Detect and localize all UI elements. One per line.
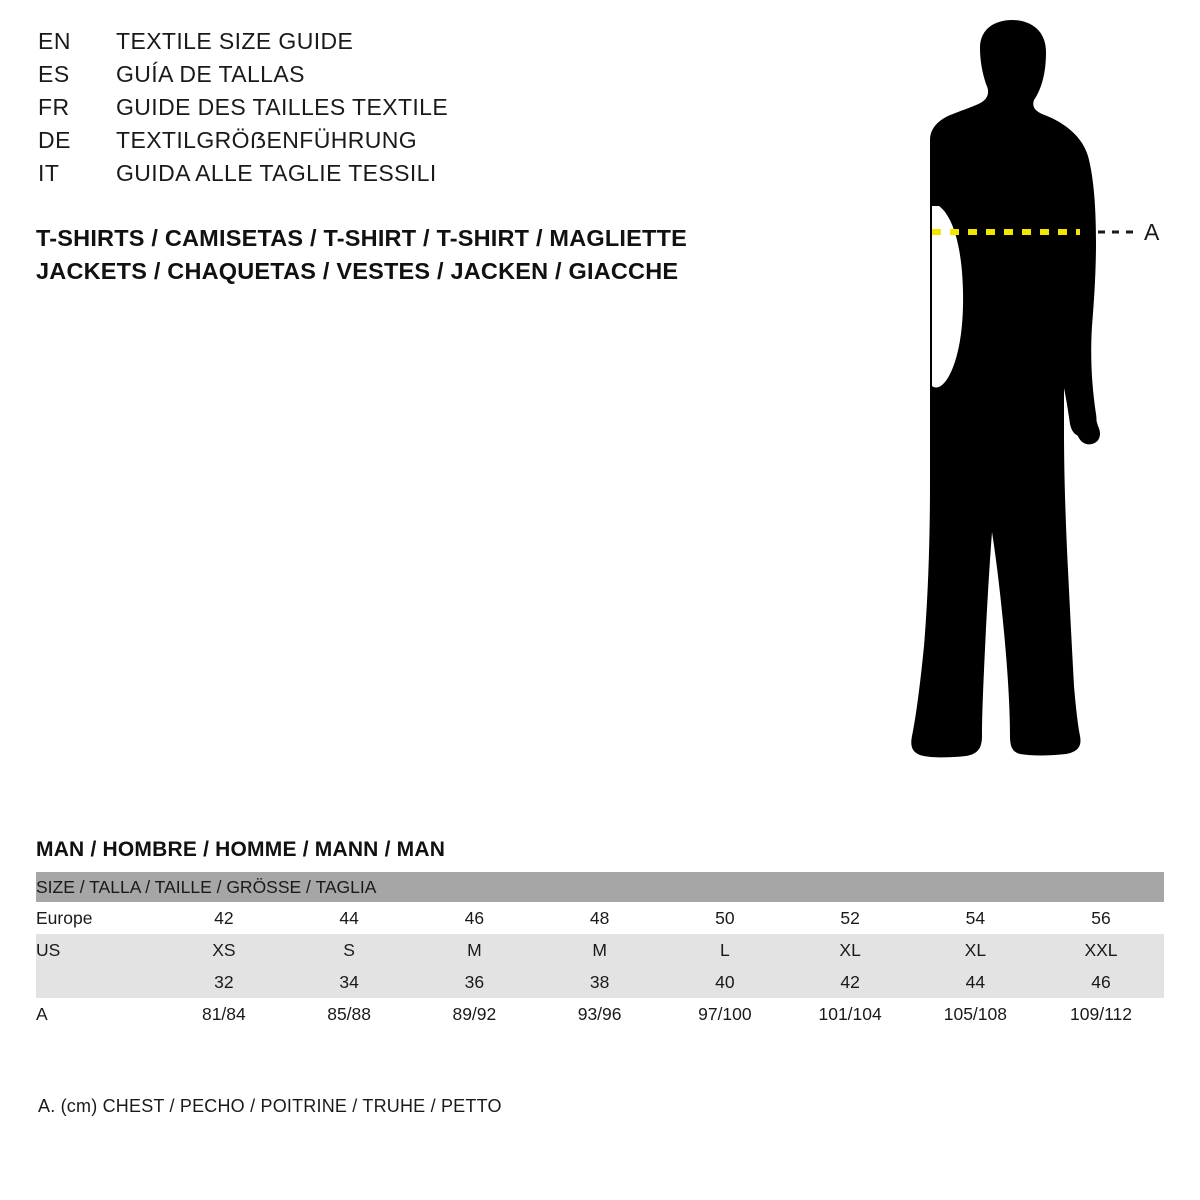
language-title: GUÍA DE TALLAS — [116, 61, 305, 87]
row-label — [36, 966, 161, 998]
cell-value: 89/92 — [412, 998, 537, 1030]
row-label: Europe — [36, 902, 161, 934]
cell-value: 81/84 — [161, 998, 286, 1030]
category-tshirts: T-SHIRTS / CAMISETAS / T-SHIRT / T-SHIRT / MAGLIETTE — [36, 225, 687, 251]
cell-value: 50 — [662, 902, 787, 934]
language-code: EN — [38, 28, 71, 54]
cell-value: 34 — [287, 966, 412, 998]
cell-value: XS — [161, 934, 286, 966]
footnote-chest: A. (cm) CHEST / PECHO / POITRINE / TRUHE / PETTO — [38, 1096, 502, 1116]
cell-value: 44 — [913, 966, 1038, 998]
cell-value: 42 — [788, 966, 913, 998]
language-row-de — [38, 127, 758, 160]
language-row-en — [38, 28, 758, 61]
row-label: US — [36, 934, 161, 966]
language-title: GUIDA ALLE TAGLIE TESSILI — [116, 160, 437, 186]
size-table — [36, 872, 1164, 1030]
cell-value: 56 — [1038, 902, 1164, 934]
cell-value: 46 — [412, 902, 537, 934]
body-figure — [820, 10, 1180, 800]
table-row — [36, 902, 1164, 934]
cell-value: M — [537, 934, 662, 966]
cell-value: 105/108 — [913, 998, 1038, 1030]
cell-value: 40 — [662, 966, 787, 998]
cell-value: 97/100 — [662, 998, 787, 1030]
cell-value: M — [412, 934, 537, 966]
cell-value: 36 — [412, 966, 537, 998]
row-label: A — [36, 998, 161, 1030]
cell-value: S — [287, 934, 412, 966]
cell-value: 44 — [287, 902, 412, 934]
cell-value: 85/88 — [287, 998, 412, 1030]
table-row — [36, 966, 1164, 998]
language-row-fr — [38, 94, 758, 127]
table-header-row — [36, 872, 1164, 902]
language-code: DE — [38, 127, 71, 153]
cell-value: 46 — [1038, 966, 1164, 998]
cell-value: XL — [788, 934, 913, 966]
language-row-es — [38, 61, 758, 94]
cell-value: 54 — [913, 902, 1038, 934]
cell-value: 93/96 — [537, 998, 662, 1030]
language-code: FR — [38, 94, 70, 120]
table-row — [36, 934, 1164, 966]
table-row — [36, 998, 1164, 1030]
cell-value: XXL — [1038, 934, 1164, 966]
language-title: GUIDE DES TAILLES TEXTILE — [116, 94, 449, 120]
language-code: ES — [38, 61, 70, 87]
size-table-section — [36, 838, 1164, 1030]
language-title: TEXTILGRÖẞENFÜHRUNG — [116, 127, 418, 153]
table-group-label: MAN / HOMBRE / HOMME / MANN / MAN — [36, 838, 446, 861]
cell-value: XL — [913, 934, 1038, 966]
table-header-label: SIZE / TALLA / TAILLE / GRÖSSE / TAGLIA — [36, 872, 1164, 902]
measure-label-a: A — [1144, 219, 1160, 245]
cell-value: 48 — [537, 902, 662, 934]
language-title: TEXTILE SIZE GUIDE — [116, 28, 354, 54]
cell-value: 52 — [788, 902, 913, 934]
cell-value: L — [662, 934, 787, 966]
cell-value: 32 — [161, 966, 286, 998]
cell-value: 42 — [161, 902, 286, 934]
cell-value: 101/104 — [788, 998, 913, 1030]
category-jackets: JACKETS / CHAQUETAS / VESTES / JACKEN / GIACCHE — [36, 258, 679, 284]
cell-value: 38 — [537, 966, 662, 998]
cell-value: 109/112 — [1038, 998, 1164, 1030]
language-code: IT — [38, 160, 60, 186]
language-row-it — [38, 160, 758, 193]
garment-category-block — [36, 222, 796, 288]
mannequin-silhouette — [911, 20, 1100, 757]
language-title-block — [38, 28, 758, 193]
